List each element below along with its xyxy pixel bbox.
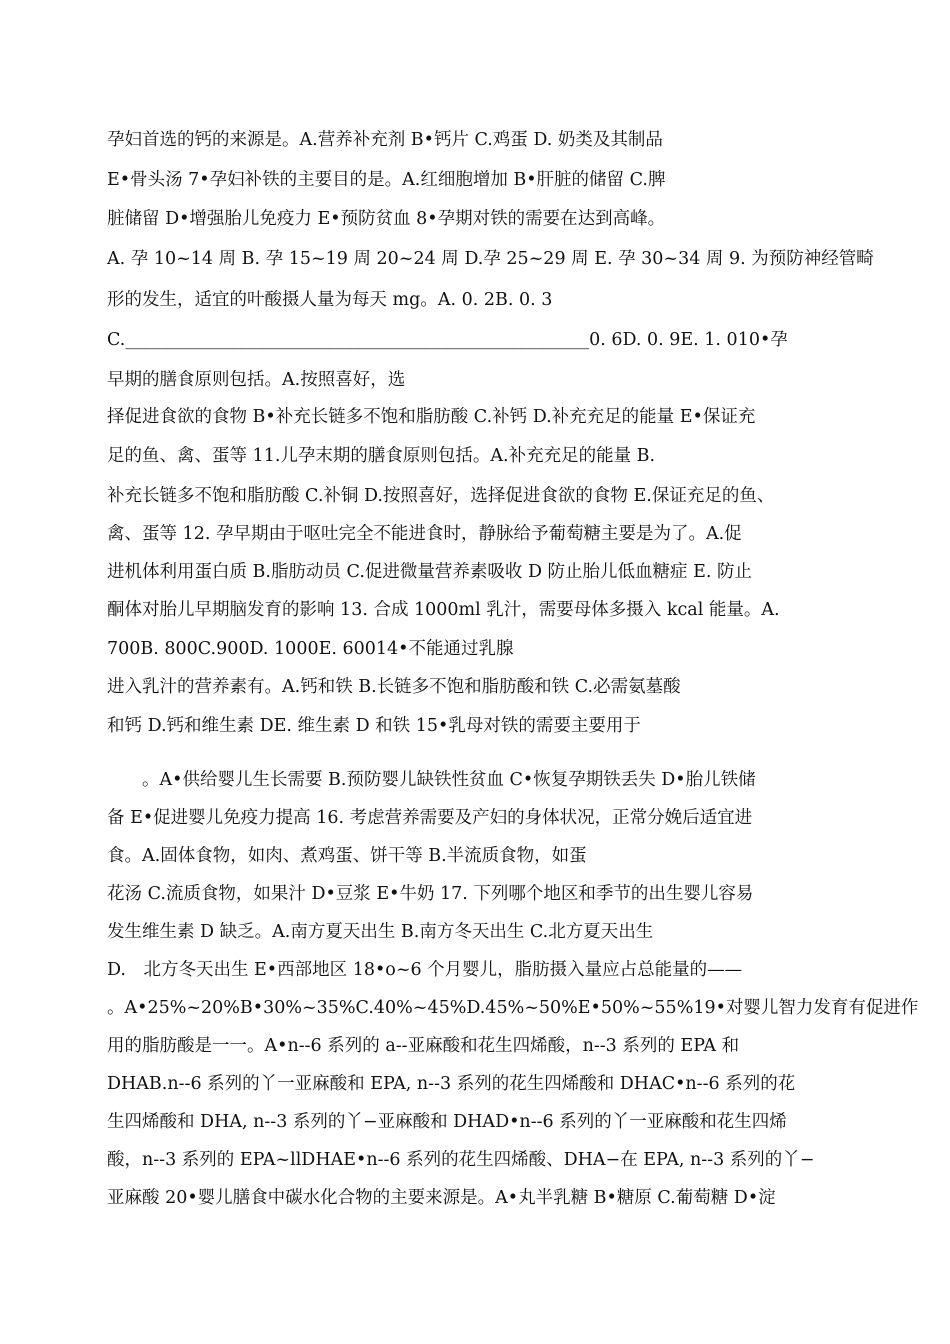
text-line: 发生维生素 D 缺乏。A.南方夏天出生 B.南方冬天出生 C.北方夏天出生 bbox=[107, 922, 654, 942]
text-line: E•骨头汤 7•孕妇补铁的主要目的是。A.红细胞增加 B•肝脏的储留 C.脾 bbox=[107, 170, 666, 190]
text-line: 早期的膳食原则包括。A.按照喜好，选 bbox=[107, 370, 406, 390]
text-line: 生四烯酸和 DHA, n--3 系列的丫−亚麻酸和 DHAD•n--6 系列的丫一亚麻酸和花生四烯 bbox=[107, 1112, 787, 1132]
text-line: 进入乳汁的营养素有。A.钙和铁 B.长链多不饱和脂肪酸和铁 C.必需氨墓酸 bbox=[107, 677, 681, 697]
text-line: 孕妇首选的钙的来源是。A.营养补充剂 B•钙片 C.鸡蛋 D. 奶类及其制品 bbox=[107, 130, 663, 150]
text-line: 亚麻酸 20•婴儿膳食中碳水化合物的主要来源是。A•丸半乳糖 B•糖原 C.葡萄糖 D•淀 bbox=[107, 1188, 776, 1208]
text-line: A. 孕 10~14 周 B. 孕 15~19 周 20~24 周 D.孕 25~29 周 E. 孕 30~34 周 9. 为预防神经管畸 bbox=[107, 249, 874, 269]
text-line: 酸，n--3 系列的 EPA~llDHAE•n--6 系列的花生四烯酸、DHA−在 EPA, n--3 系列的丫− bbox=[107, 1150, 815, 1170]
text-line: 补充长链多不饱和脂肪酸 C.补铜 D.按照喜好，选择促进食欲的食物 E.保证充足的鱼、 bbox=[107, 486, 775, 506]
text-line: 。A•25%~20%B•30%~35%C.40%~45%D.45%~50%E•50%~55%19•对婴儿智力发育有促进作 bbox=[107, 998, 919, 1018]
text-line: DHAB.n--6 系列的丫一亚麻酸和 EPA, n--3 系列的花生四烯酸和 DHAC•n--6 系列的花 bbox=[107, 1074, 796, 1094]
text-line: 形的发生，适宜的叶酸摄人量为每天 mg。A. 0. 2B. 0. 3 bbox=[107, 290, 553, 310]
text-line: D. 北方冬天出生 E•西部地区 18•o~6 个月婴儿，脂肪摄入量应占总能量的—— bbox=[107, 960, 743, 980]
text-line: 用的脂肪酸是一一。A•n--6 系列的 a--亚麻酸和花生四烯酸，n--3 系列的 EPA 和 bbox=[107, 1036, 740, 1056]
text-line: 和钙 D.钙和维生素 DE. 维生素 D 和铁 15•乳母对铁的需要主要用于 bbox=[107, 716, 641, 736]
text-line: 备 E•促进婴儿免疫力提高 16. 考虑营养需要及产妇的身体状况，正常分娩后适宜进 bbox=[107, 808, 753, 828]
text-line: 脏储留 D•增强胎儿免疫力 E•预防贫血 8•孕期对铁的需要在达到高峰。 bbox=[107, 209, 666, 229]
text-line: 进机体利用蛋白质 B.脂肪动员 C.促进微量营养素吸收 D 防止胎儿低血糖症 E. 防止 bbox=[107, 562, 752, 582]
text-line: 花汤 C.流质食物，如果汁 D•豆浆 E•牛奶 17. 下列哪个地区和季节的出生婴儿容易 bbox=[107, 884, 754, 904]
text-line: 食。A.固体食物，如肉、煮鸡蛋、饼干等 B.半流质食物，如蛋 bbox=[107, 846, 587, 866]
text-line: 禽、蛋等 12. 孕早期由于呕吐完全不能进食时，静脉给予葡萄糖主要是为了。A.促 bbox=[107, 524, 742, 544]
text-line: 。A•供给婴儿生长需要 B.预防婴儿缺铁性贫血 C•恢复孕期铁丢失 D•胎儿铁储 bbox=[107, 770, 756, 790]
text-line: 足的鱼、禽、蛋等 11.儿孕末期的膳食原则包括。A.补充充足的能量 B. bbox=[107, 446, 656, 466]
text-line: 700B. 800C.900D. 1000E. 60014•不能通过乳腺 bbox=[107, 639, 514, 659]
text-line: 择促进食欲的食物 B•补充长链多不饱和脂肪酸 C.补钙 D.补充充足的能量 E•保证充 bbox=[107, 407, 756, 427]
text-line: C._____________________________________________________0. 6D. 0. 9E. 1. 010•孕 bbox=[107, 330, 788, 350]
text-line: 酮体对胎儿早期脑发育的影响 13. 合成 1000ml 乳汁，需要母体多摄入 kcal 能量。A. bbox=[107, 600, 780, 620]
